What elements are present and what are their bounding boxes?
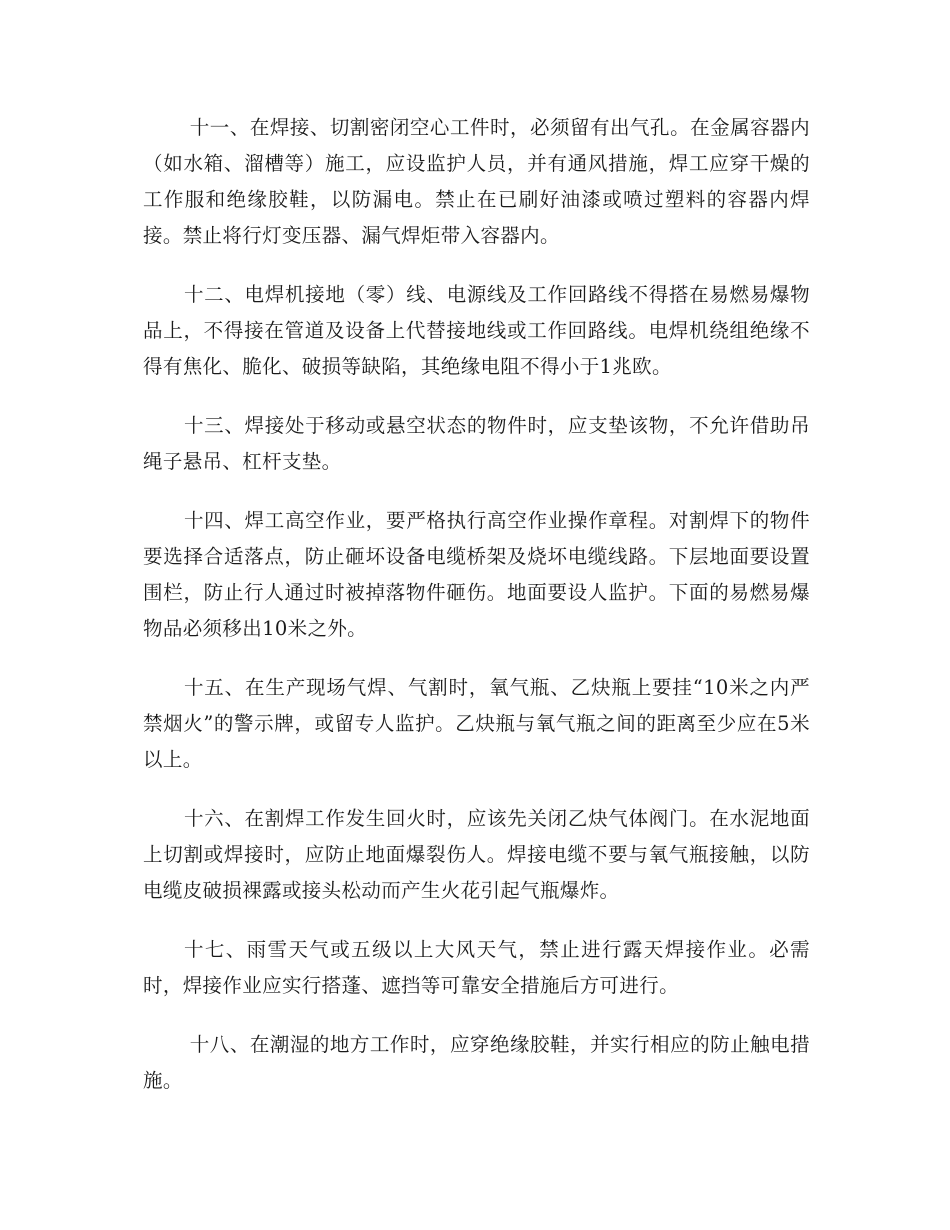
paragraph-15: 十五、在生产现场气焊、气割时，氧气瓶、乙炔瓶上要挂“10米之内严禁烟火”的警示牌，或留专人监护。乙炔瓶与氧气瓶之间的距离至少应在5米以上。 [143, 676, 810, 771]
paragraph-12: 十二、电焊机接地（零）线、电源线及工作回路线不得搭在易燃易爆物品上，不得接在管道及设备上代替接地线或工作回路线。电焊机绕组绝缘不得有焦化、脆化、破损等缺陷，其绝缘电阻不得小于1兆欧。 [143, 283, 810, 378]
paragraph-18: 十八、在潮湿的地方工作时，应穿绝缘胶鞋，并实行相应的防止触电措施。 [143, 1033, 810, 1092]
paragraph-17: 十七、雨雪天气或五级以上大风天气，禁止进行露天焊接作业。必需时，焊接作业应实行搭蓬、遮挡等可靠安全措施后方可进行。 [143, 938, 810, 997]
paragraph-11: 十一、在焊接、切割密闭空心工件时，必须留有出气孔。在金属容器内（如水箱、溜槽等）施工，应设监护人员，并有通风措施，焊工应穿干燥的工作服和绝缘胶鞋，以防漏电。禁止在已刷好油漆或喷过塑料的容器内焊接。禁止将行灯变压器、漏气焊炬带入容器内。 [143, 116, 810, 247]
paragraph-16: 十六、在割焊工作发生回火时，应该先关闭乙炔气体阀门。在水泥地面上切割或焊接时，应防止地面爆裂伤人。焊接电缆不要与氧气瓶接触，以防电缆皮破损裸露或接头松动而产生火花引起气瓶爆炸。 [143, 807, 810, 902]
paragraph-13: 十三、焊接处于移动或悬空状态的物件时，应支垫该物，不允许借助吊绳子悬吊、杠杆支垫。 [143, 414, 810, 473]
paragraph-14: 十四、焊工高空作业，要严格执行高空作业操作章程。对割焊下的物件要选择合适落点，防止砸坏设备电缆桥架及烧坏电缆线路。下层地面要设置围栏，防止行人通过时被掉落物件砸伤。地面要设人监护。下面的易燃易爆物品必须移出10米之外。 [143, 509, 810, 640]
